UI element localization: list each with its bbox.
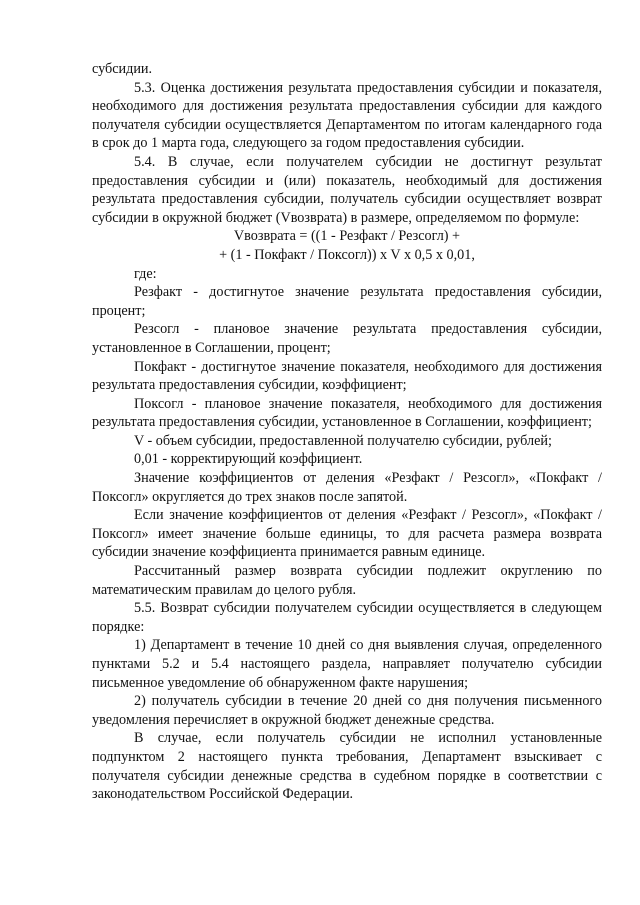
- definition-poksogl: Поксогл - плановое значение показателя, необходимого для достижения результата предоставления субсидии, установленное в Соглашении, коэффициент;: [92, 395, 602, 431]
- definition-v: V - объем субсидии, предоставленной получателю субсидии, рублей;: [134, 432, 552, 449]
- coefficient-cap-rule: Если значение коэффициентов от деления «Резфакт / Резсогл», «Покфакт / Поксогл» имеет значение больше единицы, то для расчета размера возврата субсидии значение коэффициента принимается равным единице.: [92, 507, 602, 561]
- clause-5-4: 5.4. В случае, если получателем субсидии не достигнут результат предоставления субсидии и (или) показатель, необходимый для достижения результата предоставления субсидии, получатель субсидии осуществляет возврат субсидии в окружной бюджет (Vвозврата) в размере, определяемом по формуле:: [92, 153, 602, 226]
- subclause-2: 2) получатель субсидии в течение 20 дней со дня получения письменного уведомления перечисляет в окружной бюджет денежные средства.: [92, 693, 602, 728]
- subclause-1: 1) Департамент в течение 10 дней со дня выявления случая, определенного пунктами 5.2 и 5.4 настоящего раздела, направляет получателю субсидии письменное уведомление об обнаруженном факте нарушения;: [92, 637, 602, 691]
- paragraph-continuation: субсидии.: [92, 61, 153, 77]
- rounding-rule: Значение коэффициентов от деления «Резфакт / Резсогл», «Покфакт / Поксогл» округляется до трех знаков после запятой.: [92, 470, 602, 505]
- clause-5-5: 5.5. Возврат субсидии получателем субсидии осуществляется в следующем порядке:: [92, 600, 602, 635]
- definition-pokfakt: Покфакт - достигнутое значение показателя, необходимого для достижения результата предоставления субсидии, коэффициент;: [92, 358, 602, 394]
- definition-rezsogl: Резсогл - плановое значение результата предоставления субсидии, установленное в Соглашении, процент;: [92, 321, 602, 356]
- formula-line-1: Vвозврата = ((1 - Резфакт / Резсогл) +: [233, 228, 461, 245]
- enforcement-clause: В случае, если получатель субсидии не исполнил установленные подпунктом 2 настоящего пункта требования, Департамент взыскивает с получателя субсидии денежные средства в судебном порядке в соответствии с законодательством Российской Федерации.: [92, 730, 602, 803]
- where-label: где:: [134, 265, 157, 282]
- definition-coefficient: 0,01 - корректирующий коэффициент.: [134, 451, 363, 468]
- definition-rezfakt: Резфакт - достигнутое значение результата предоставления субсидии, процент;: [92, 284, 602, 319]
- clause-5-3: 5.3. Оценка достижения результата предоставления субсидии и показателя, необходимого для достижения результата предоставления субсидии для каждого получателя субсидии осуществляется Департаментом по итогам календарного года в срок до 1 марта года, следующего за годом предоставления субсидии.: [92, 79, 602, 152]
- ruble-rounding-rule: Рассчитанный размер возврата субсидии подлежит округлению по математическим правилам до целого рубля.: [92, 563, 602, 598]
- formula-line-2: + (1 - Покфакт / Поксогл)) x V x 0,5 x 0,01,: [219, 246, 475, 263]
- document-body: [92, 60, 602, 804]
